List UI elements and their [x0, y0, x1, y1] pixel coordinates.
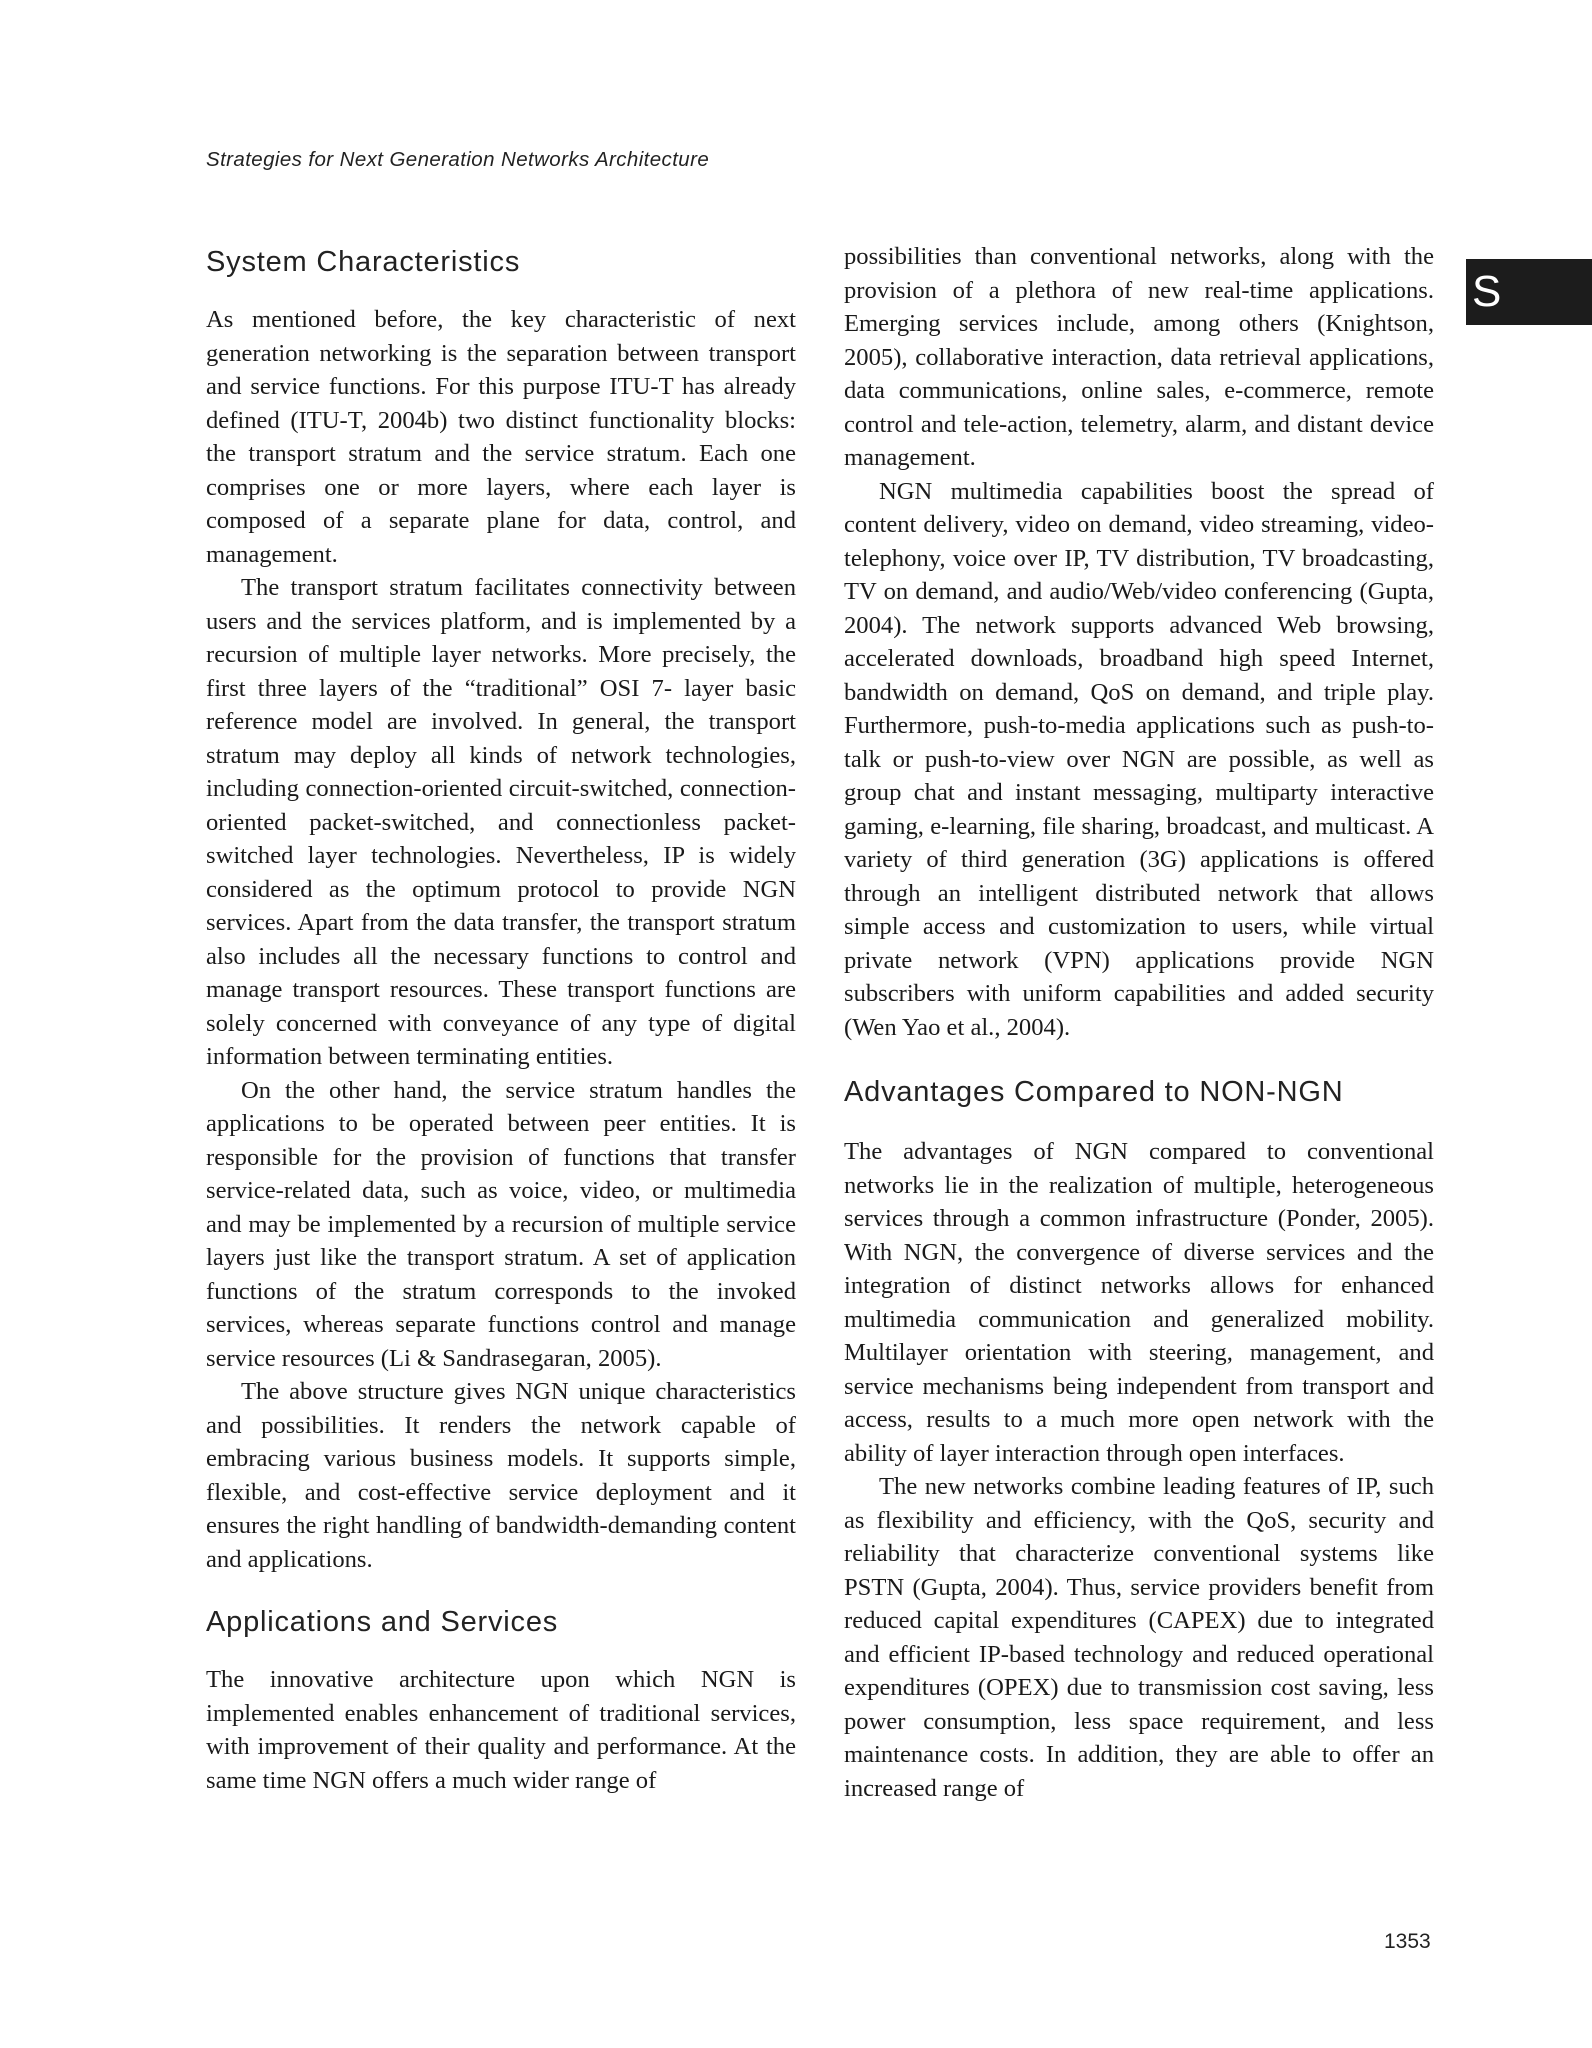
- section-thumb-tab: [1466, 259, 1592, 325]
- paragraph: As mentioned before, the key characteristic of next generation networking is the separation between transport and service functions. For this purpose ITU-T has already defined (ITU-T, 2004b) two distinct functionality blocks: the transport stratum and the service stratum. Each one comprises one or more layers, where each layer is composed of a separate plane for data, control, and management.: [206, 306, 796, 568]
- paragraph: The advantages of NGN compared to conventional networks lie in the realization of multiple, heterogeneous services through a common infrastructure (Ponder, 2005). With NGN, the convergence of diverse services and the integration of distinct networks allows for enhanced multimedia communication and generalized mobility. Multilayer orientation with steering, management, and service mechanisms being independent from transport and access, results to a much more open network with the ability of layer interaction through open interfaces.: [844, 1138, 1434, 1467]
- heading-advantages-compared-to-non-ngn: Advantages Compared to NON-NGN: [844, 1076, 1344, 1108]
- right-column: [844, 240, 1434, 1805]
- left-column: [206, 240, 796, 1797]
- running-header: Strategies for Next Generation Networks Architecture: [206, 148, 710, 171]
- heading-system-characteristics: System Characteristics: [206, 246, 521, 278]
- paragraph: The transport stratum facilitates connectivity between users and the services platform, and is implemented by a recursion of multiple layer networks. More precisely, the first three layers of the “traditional” OSI 7- layer basic reference model are involved. In general, the transport stratum may deploy all kinds of network technologies, including connection-oriented circuit-switched, connection-oriented packet-switched, and connectionless packet-switched layer technologies. Nevertheless, IP is widely considered as the optimum protocol to provide NGN services. Apart from the data transfer, the transport stratum also includes all the necessary functions to control and manage transport resources. These transport functions are solely concerned with conveyance of any type of digital information between terminating entities.: [206, 574, 796, 1070]
- paragraph: The innovative architecture upon which NGN is implemented enables enhancement of traditional services, with improvement of their quality and performance. At the same time NGN offers a much wider range of: [206, 1666, 796, 1794]
- paragraph: The above structure gives NGN unique characteristics and possibilities. It renders the network capable of embracing various business models. It supports simple, flexible, and cost-effective service deployment and it ensures the right handling of bandwidth-demanding content and applications.: [206, 1378, 796, 1573]
- heading-applications-and-services: Applications and Services: [206, 1606, 559, 1638]
- paragraph: The new networks combine leading features of IP, such as flexibility and efficiency, with the QoS, security and reliability that characterize conventional systems like PSTN (Gupta, 2004). Thus, service providers benefit from reduced capital expenditures (CAPEX) due to integrated and efficient IP-based technology and reduced operational expenditures (OPEX) due to transmission cost saving, less power consumption, less space requirement, and less maintenance costs. In addition, they are able to offer an increased range of: [844, 1473, 1434, 1802]
- thumb-tab-letter: S: [1472, 267, 1502, 316]
- paragraph: possibilities than conventional networks, along with the provision of a plethora of new real-time applications. Emerging services include, among others (Knightson, 2005), collaborative interaction, data retrieval applications, data communications, online sales, e-commerce, remote control and tele-action, telemetry, alarm, and distant device management.: [844, 243, 1434, 471]
- page-number: 1353: [1384, 1930, 1431, 1953]
- paragraph: NGN multimedia capabilities boost the spread of content delivery, video on demand, video streaming, video-telephony, voice over IP, TV distribution, TV broadcasting, TV on demand, and audio/Web/video conferencing (Gupta, 2004). The network supports advanced Web browsing, accelerated downloads, broadband high speed Internet, bandwidth on demand, QoS on demand, and triple play. Furthermore, push-to-media applications such as push-to-talk or push-to-view over NGN are possible, as well as group chat and instant messaging, multiparty interactive gaming, e-learning, file sharing, broadcast, and multicast. A variety of third generation (3G) applications is offered through an intelligent distributed network that allows simple access and customization to users, while virtual private network (VPN) applications provide NGN subscribers with uniform capabilities and added security (Wen Yao et al., 2004).: [844, 477, 1434, 1041]
- paragraph: On the other hand, the service stratum handles the applications to be operated between peer entities. It is responsible for the provision of functions that transfer service-related data, such as voice, video, or multimedia and may be implemented by a recursion of multiple service layers just like the transport stratum. A set of application functions of the stratum corresponds to the invoked services, whereas separate functions control and manage service resources (Li & Sandrasegaran, 2005).: [206, 1076, 796, 1372]
